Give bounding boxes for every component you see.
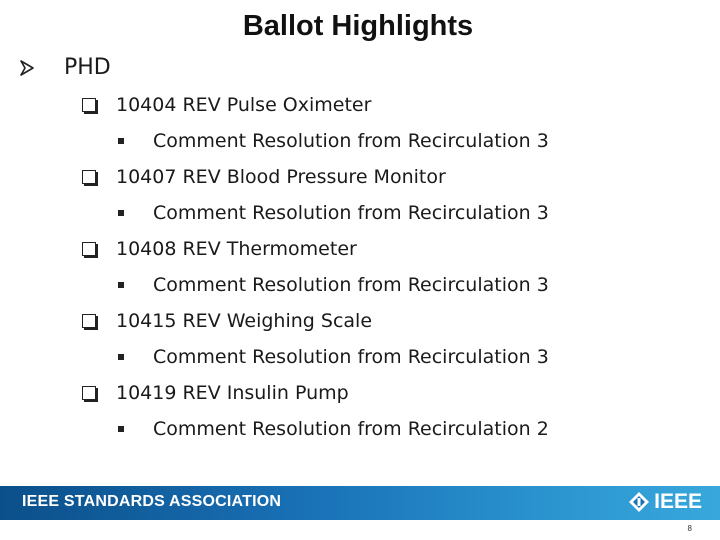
sub-item bbox=[118, 418, 549, 440]
arrow-bullet-icon bbox=[18, 59, 36, 77]
checkbox-bullet-icon bbox=[82, 98, 96, 112]
sub-item-label: Comment Resolution from Recirculation 3 bbox=[153, 346, 549, 368]
sub-item-label: Comment Resolution from Recirculation 3 bbox=[153, 202, 549, 224]
sub-item-label: Comment Resolution from Recirculation 3 bbox=[153, 130, 549, 152]
list-item bbox=[82, 166, 446, 188]
sub-item bbox=[118, 130, 549, 152]
slide-title: Ballot Highlights bbox=[242, 10, 474, 42]
checkbox-bullet-icon bbox=[82, 170, 96, 184]
sub-item-label: Comment Resolution from Recirculation 2 bbox=[153, 418, 549, 440]
sub-item-label: Comment Resolution from Recirculation 3 bbox=[153, 274, 549, 296]
ieee-diamond-icon bbox=[627, 490, 651, 514]
checkbox-bullet-icon bbox=[82, 242, 96, 256]
section-heading bbox=[18, 55, 111, 80]
list-item bbox=[82, 310, 372, 332]
list-item bbox=[82, 94, 371, 116]
ieee-logo-text: IEEE bbox=[654, 490, 702, 513]
sub-item bbox=[118, 346, 549, 368]
section-label: PHD bbox=[64, 55, 111, 80]
square-bullet-icon bbox=[118, 354, 124, 360]
list-item bbox=[82, 382, 349, 404]
square-bullet-icon bbox=[118, 282, 124, 288]
item-label: 10415 REV Weighing Scale bbox=[116, 310, 373, 332]
checkbox-bullet-icon bbox=[82, 386, 96, 400]
page-number: 8 bbox=[687, 524, 692, 533]
item-label: 10407 REV Blood Pressure Monitor bbox=[116, 166, 446, 188]
list-item bbox=[82, 238, 357, 260]
item-label: 10419 REV Insulin Pump bbox=[116, 382, 349, 404]
sub-item bbox=[118, 202, 549, 224]
square-bullet-icon bbox=[118, 210, 124, 216]
square-bullet-icon bbox=[118, 426, 124, 432]
footer-bar bbox=[0, 486, 720, 520]
item-label: 10404 REV Pulse Oximeter bbox=[116, 94, 372, 116]
checkbox-bullet-icon bbox=[82, 314, 96, 328]
square-bullet-icon bbox=[118, 138, 124, 144]
item-label: 10408 REV Thermometer bbox=[116, 238, 357, 260]
ieee-logo bbox=[627, 490, 702, 514]
organization-name: IEEE STANDARDS ASSOCIATION bbox=[22, 493, 282, 510]
sub-item bbox=[118, 274, 549, 296]
